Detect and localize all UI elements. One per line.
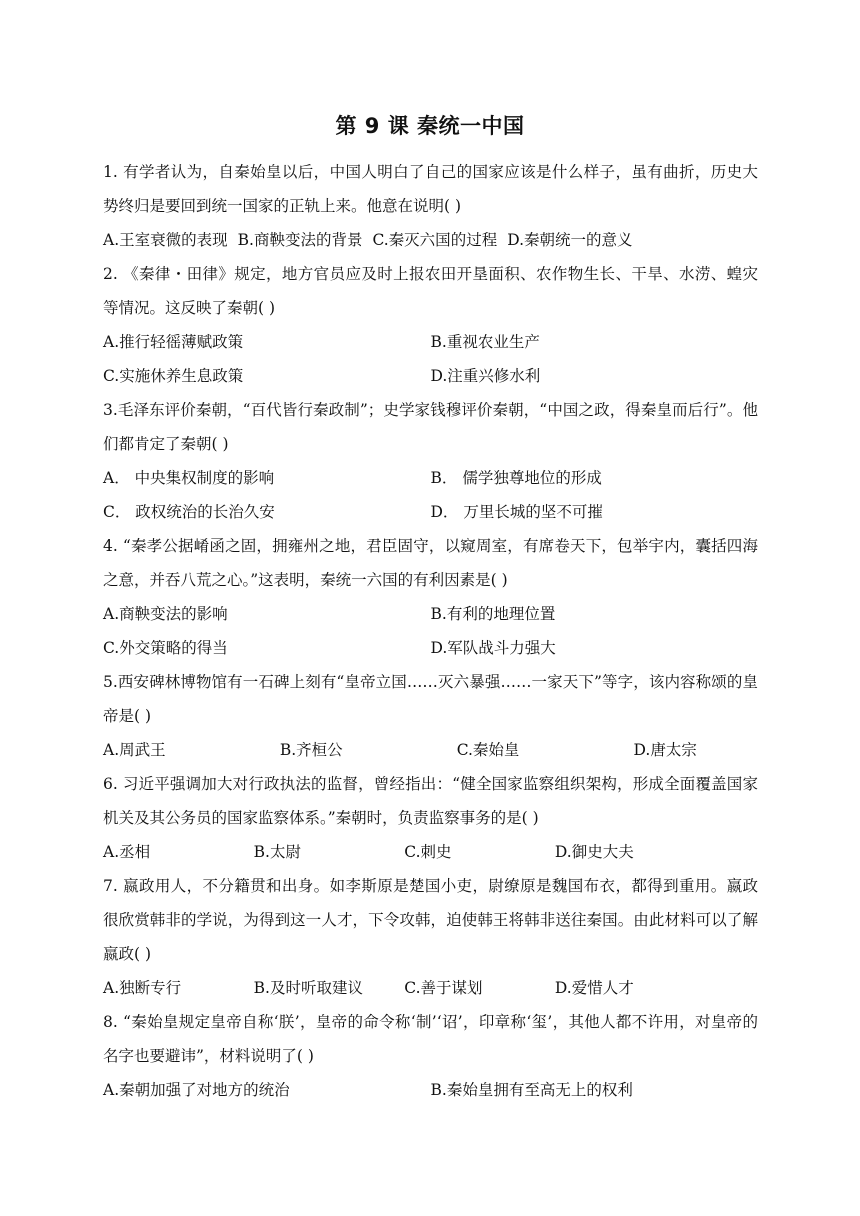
question-stem: 4. “秦孝公据崤函之固，拥雍州之地，君臣固守，以窥周室，有席卷天下，包举宇内，囊括四海之意，并吞八荒之心。”这表明，秦统一六国的有利因素是( ) bbox=[103, 537, 758, 589]
page-title: 第 9 课 秦统一中国 bbox=[335, 114, 525, 138]
question-stem: 1. 有学者认为，自秦始皇以后，中国人明白了自己的国家应该是什么样子，虽有曲折，历史大势终归是要回到统一国家的正轨上来。他意在说明( ) bbox=[103, 163, 758, 215]
option-b: B． 儒学独尊地位的形成 bbox=[430, 469, 602, 487]
question-1 bbox=[103, 155, 758, 257]
option-c: C.秦灭六国的过程 bbox=[372, 231, 498, 249]
question-stem: 6. 习近平强调加大对行政执法的监督，曾经指出：“健全国家监察组织架构，形成全面覆盖国家机关及其公务员的国家监察体系。”秦朝时，负责监察事务的是( ) bbox=[103, 775, 758, 827]
question-4 bbox=[103, 529, 758, 665]
option-c: C.善于谋划 bbox=[404, 979, 483, 997]
question-stem: 3.毛泽东评价秦朝，“百代皆行秦政制”；史学家钱穆评价秦朝，“中国之政，得秦皇而后行”。他们都肯定了秦朝( ) bbox=[103, 401, 758, 453]
question-6 bbox=[103, 767, 758, 869]
option-c: C.外交策略的得当 bbox=[103, 639, 228, 657]
options-row bbox=[103, 733, 758, 767]
option-a: A.独断专行 bbox=[103, 979, 182, 997]
option-b: B.及时听取建议 bbox=[253, 979, 363, 997]
option-a: A.王室衰微的表现 bbox=[103, 231, 228, 249]
option-b: B.秦始皇拥有至高无上的权利 bbox=[430, 1081, 633, 1099]
question-list bbox=[103, 155, 758, 1107]
option-b: B.重视农业生产 bbox=[430, 333, 540, 351]
question-stem: 8. “秦始皇规定皇帝自称‘朕’，皇帝的命令称‘制’‘诏’，印章称‘玺’，其他人都不许用，对皇帝的名字也要避讳”，材料说明了( ) bbox=[103, 1013, 758, 1065]
options-row bbox=[103, 971, 758, 1005]
options-row bbox=[103, 1073, 758, 1107]
question-2 bbox=[103, 257, 758, 393]
option-c: C.刺史 bbox=[404, 843, 452, 861]
option-a: A.推行轻徭薄赋政策 bbox=[103, 333, 244, 351]
question-7 bbox=[103, 869, 758, 1005]
option-a: A.秦朝加强了对地方的统治 bbox=[103, 1081, 290, 1099]
question-8 bbox=[103, 1005, 758, 1107]
option-c: C.秦始皇 bbox=[456, 741, 520, 759]
option-c: C． 政权统治的长治久安 bbox=[103, 503, 275, 521]
question-stem: 5.西安碑林博物馆有一石碑上刻有“皇帝立国……灭六暴强……一家天下”等字，该内容称颂的皇帝是( ) bbox=[103, 673, 758, 725]
options-row bbox=[103, 835, 758, 869]
options-row bbox=[103, 461, 758, 529]
option-d: D． 万里长城的坚不可摧 bbox=[430, 503, 603, 521]
option-a: A.商鞅变法的影响 bbox=[103, 605, 228, 623]
question-3 bbox=[103, 393, 758, 529]
option-b: B.齐桓公 bbox=[279, 741, 343, 759]
question-5 bbox=[103, 665, 758, 767]
option-c: C.实施休养生息政策 bbox=[103, 367, 244, 385]
option-a: A.丞相 bbox=[103, 843, 151, 861]
option-a: A． 中央集权制度的影响 bbox=[103, 469, 275, 487]
options-row bbox=[103, 223, 758, 257]
option-b: B.太尉 bbox=[253, 843, 301, 861]
options-row bbox=[103, 597, 758, 665]
option-d: D.军队战斗力强大 bbox=[430, 639, 556, 657]
option-d: D.爱惜人才 bbox=[554, 979, 634, 997]
option-a: A.周武王 bbox=[103, 741, 166, 759]
option-b: B.有利的地理位置 bbox=[430, 605, 556, 623]
option-d: D.秦朝统一的意义 bbox=[507, 231, 633, 249]
options-row bbox=[103, 325, 758, 393]
option-b: B.商鞅变法的背景 bbox=[237, 231, 363, 249]
option-d: D.注重兴修水利 bbox=[430, 367, 541, 385]
option-d: D.御史大夫 bbox=[554, 843, 634, 861]
question-stem: 7. 嬴政用人，不分籍贯和出身。如李斯原是楚国小吏，尉缭原是魏国布衣，都得到重用。嬴政很欣赏韩非的学说，为得到这一人才，下令攻韩，迫使韩王将韩非送往秦国。由此材料可以了解嬴政( ) bbox=[103, 877, 758, 963]
option-d: D.唐太宗 bbox=[633, 741, 697, 759]
question-stem: 2. 《秦律・田律》规定，地方官员应及时上报农田开垦面积、农作物生长、干旱、水涝、蝗灾等情况。这反映了秦朝( ) bbox=[103, 265, 758, 317]
